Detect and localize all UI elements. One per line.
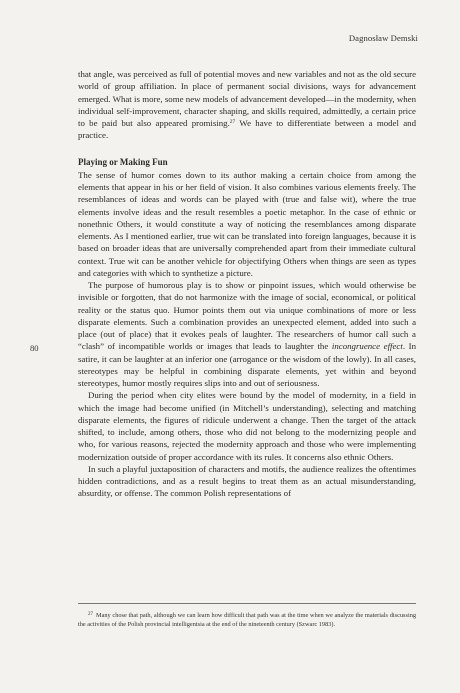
section-heading: Playing or Making Fun [78,156,168,167]
footnote-reference[interactable]: 27 [229,119,236,125]
emphasis-term: incongruence effect [331,341,403,352]
paragraph: In such a playful juxtaposition of characters and motifs, the audience realizes the oftentimes hidden contradictions, and as a result begins to treat them as an actual misunderstanding, absurdity, or offense. The common Polish representations of [78,463,416,499]
paragraph: The sense of humor comes down to its author making a certain choice from among the elements that appear in his or her field of vision. It also combines various elements freely. The resemblances of ideas and words can be played with (true and false wit), where the true elements involve ideas and the result resembles a poetic metaphor. In the case of ethnic or nonethnic Others, it would constitute a way of noticing the resemblances among disparate elements. As I mentioned earlier, true wit can be translated into foreign languages, because it is based on broader ideas that are universally comprehended apart from their immediate cultural context. True wit can be another vehicle for objectifying Others when things are seen as types and categories with which to synthetize a picture. [78,169,416,278]
footnote-text: Many chose that path, although we can learn how difficult that path was at the time when we analyze the materials discussing the activities of the Polish provincial intelligentsia at the end of the nineteenth century (Szwarc 1983). [78,612,416,628]
paragraph-text: that angle, was perceived as full of potential moves and new variables and not as the old secure world of group affiliation. In place of permanent social divisions, ways for advancement emerged. What is more, some new models of advancement developed—in the modernity, when individual self-improvement, character shaping, and skills required, admittedly, a certain price to be paid but also appeared promising. [78,69,416,128]
page-number: 80 [30,343,39,353]
footnote-rule [78,603,416,604]
footnote-number: 27 [88,611,93,617]
paragraph: During the period when city elites were bound by the model of modernity, in a field in which the image had become unified (in Mitchell’s understanding), selecting and matching disparate elements, the figures of ridicule underwent a change. Then the target of the attack shifted, to include, among others, those who did not belong to the modernizing people and who, for various reasons, rejected the modernity approach and those who were implementing modernization outside of proper accordance with its rules. It concerns also ethnic Others. [78,390,416,462]
paragraph-text: . In satire, it can be laughter at an inferior one (arrogance or the wisdom of the lowly). In all cases, stereotypes may be helpful in combining disparate elements, yet within and beyond stereotypes, humor mostly requires slips into and out of seriousness. [78,341,417,388]
paragraph-text: We have to differentiate between a model and practice. [78,118,416,141]
body-text [78,68,416,500]
paragraph-text: The purpose of humorous play is to show or pinpoint issues, which would otherwise be invisible or forgotten, that do not harmonize with the image of social, economical, or political reality or the status quo. Humor points them out via unique combinations of more or less disparate elements. Such a combination provides an unexpected element, added into such a place (out of place) that it evokes peals of laughter. The researchers of humor call such a “clash” of incompatible worlds or images that leads to laughter the [78,280,416,352]
paragraph [78,68,416,142]
running-head: Dagnosław Demski [348,33,418,43]
footnote [78,612,416,630]
paragraph [78,279,416,389]
